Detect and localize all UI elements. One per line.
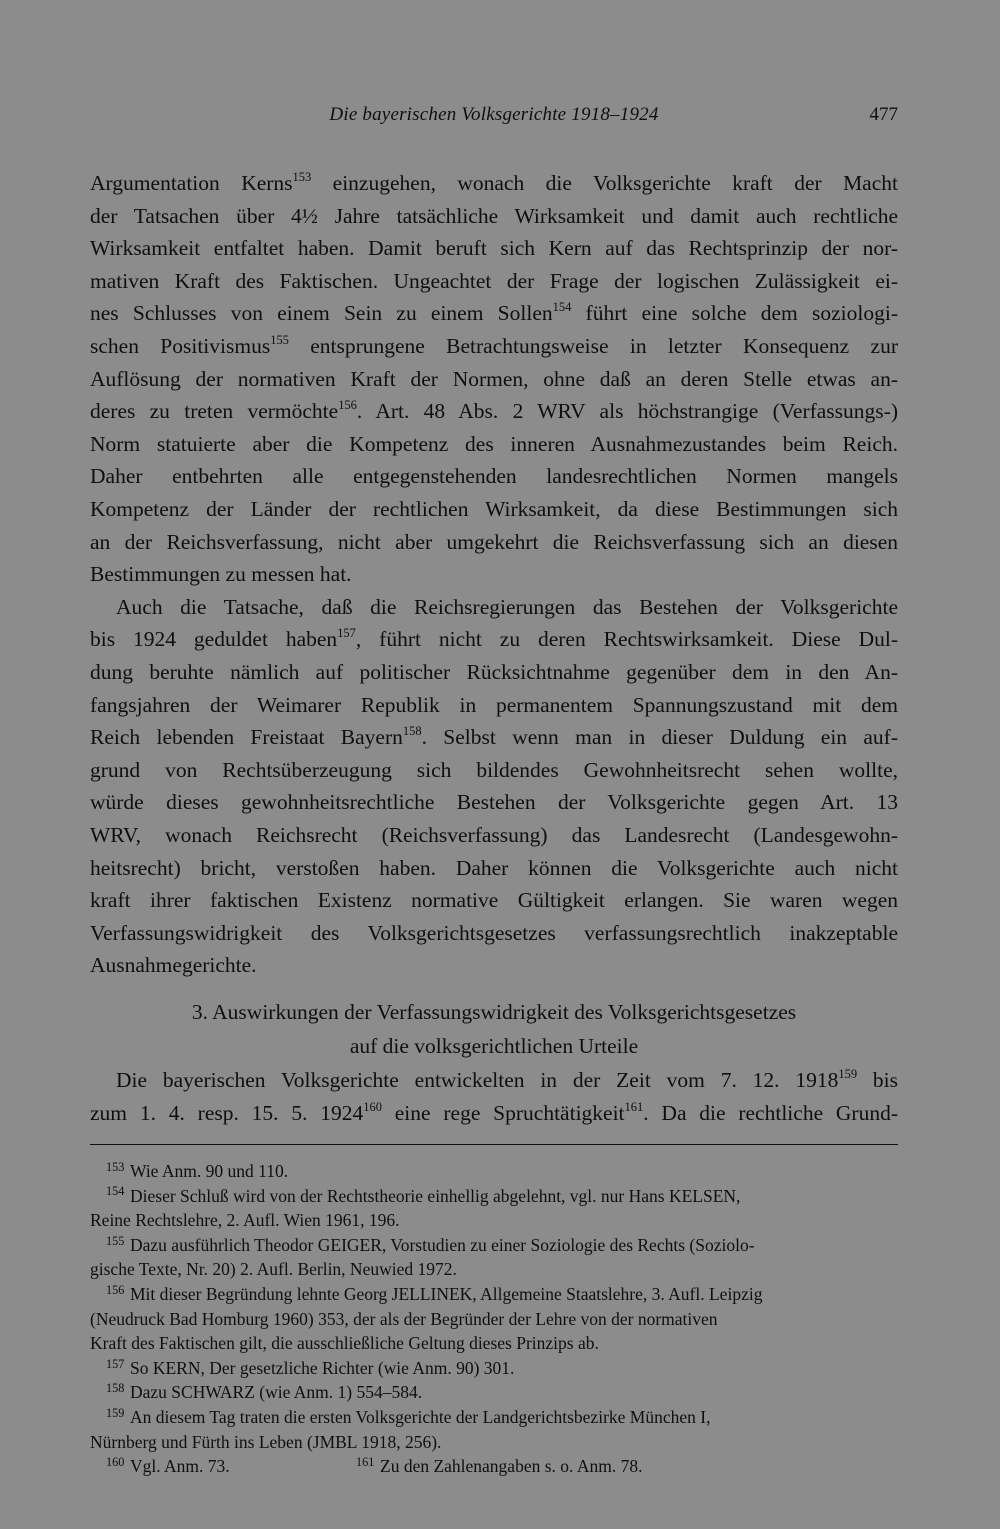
text-line [90, 331, 898, 361]
text-line [90, 559, 898, 589]
footnote-reference[interactable]: 160 [363, 1100, 382, 1115]
footnote-reference[interactable]: 157 [337, 626, 356, 641]
text-line [90, 201, 898, 231]
text-run: Die bayerischen Volksgerichte entwickelten in der Zeit vom 7. 12. 1918 [116, 1068, 839, 1092]
text-run: kraft ihrer faktischen Existenz normative Gültigkeit erlangen. Sie waren wegen [90, 888, 898, 913]
text-line [90, 494, 898, 524]
footnote-text: Dazu ausführlich Theodor GEIGER, Vorstudien zu einer Soziologie des Rechts (Soziolo- [130, 1234, 755, 1255]
text-run: . Art. 48 Abs. 2 WRV als höchstrangige (Verfassungs-) [356, 399, 898, 424]
text-line [90, 298, 898, 328]
text-line [90, 787, 898, 817]
footnote-reference[interactable]: 158 [402, 724, 422, 739]
footnote-text: Kraft des Faktischen gilt, die ausschließliche Geltung dieses Prinzips ab. [90, 1333, 599, 1354]
text-run: Argumentation Kerns [90, 171, 293, 195]
text-run: Verfassungswidrigkeit des Volksgerichtsgesetzes verfassungsrechtlich inakzeptable [90, 920, 898, 945]
footnote-continuation [90, 1307, 898, 1331]
text-line [90, 429, 898, 459]
text-run: heitsrecht) bricht, verstoßen haben. Daher können die Volksgerichte auch nicht [90, 855, 898, 880]
footnote-last-line [90, 1454, 898, 1478]
footnote-158: 158 Dazu SCHWARZ (wie Anm. 1) 554–584. [106, 1381, 423, 1403]
text-run: grund von Rechtsüberzeugung sich bildendes Gewohnheitsrecht sehen wollte, [90, 757, 898, 782]
footnote-text: So KERN, Der gesetzliche Richter (wie Anm. 90) 301. [130, 1357, 515, 1378]
page-number: 477 [869, 104, 898, 125]
text-run: Daher entbehrten alle entgegenstehenden landesrechtlichen Normen mangels [90, 464, 898, 489]
footnote-text: (Neudruck Bad Homburg 1960) 353, der als der Begründer der Lehre von der normativen [90, 1308, 718, 1329]
text-run: zum 1. 4. resp. 15. 5. 1924 [90, 1101, 364, 1125]
footnote-text: Nürnberg und Fürth ins Leben (JMBL 1918, 256). [90, 1431, 442, 1452]
text-run: führt eine solche dem soziologi- [571, 301, 898, 326]
text-line [90, 1098, 898, 1128]
text-line [90, 950, 898, 980]
footnote-text: Dieser Schluß wird von der Rechtstheorie einhellig abgelehnt, vgl. nur Hans KELSEN, [130, 1185, 741, 1206]
footnote-157: 157 So KERN, Der gesetzliche Richter (wie Anm. 90) 301. [106, 1356, 515, 1378]
footnote-continuation [90, 1208, 898, 1232]
text-line [90, 266, 898, 296]
footnote-text: Reine Rechtslehre, 2. Aufl. Wien 1961, 196. [90, 1210, 400, 1231]
footnote-rule [90, 1144, 898, 1145]
footnote-text: gische Texte, Nr. 20) 2. Aufl. Berlin, Neuwied 1972. [90, 1259, 457, 1280]
text-run: , führt nicht zu deren Rechtswirksamkeit. Diese Dul- [355, 627, 898, 652]
text-line [90, 657, 898, 687]
footnote-161: 161 Zu den Zahlenangaben s. o. Anm. 78. [356, 1454, 643, 1476]
text-run: deres zu treten vermöchte [90, 399, 339, 424]
text-run: Reich lebenden Freistaat Bayern [90, 725, 403, 750]
text-run: eine rege Spruchtätigkeit [381, 1101, 625, 1125]
footnote-text: An diesem Tag traten die ersten Volksgerichte der Landgerichtsbezirke München I, [130, 1407, 711, 1427]
text-line [90, 1065, 898, 1095]
text-run: Bestimmungen zu messen hat. [90, 562, 352, 587]
footnote-reference[interactable]: 154 [552, 300, 572, 315]
text-line [90, 592, 898, 622]
footnote-156: 156 Mit dieser Begründung lehnte Georg JELLINEK, Allgemeine Staatslehre, 3. Aufl. Leipzig [106, 1282, 763, 1304]
text-line [90, 364, 898, 394]
text-line [90, 624, 898, 654]
footnote-reference[interactable]: 156 [338, 398, 357, 413]
text-run: entsprungene Betrachtungsweise in letzter Konsequenz zur [288, 334, 898, 358]
footnote-160: 160 Vgl. Anm. 73. [106, 1454, 230, 1476]
text-run: WRV, wonach Reichsrecht (Reichsverfassung) das Landesrecht (Landesgewohn- [90, 823, 898, 847]
text-line [90, 396, 898, 426]
text-line [90, 755, 898, 785]
text-run: Wirksamkeit entfaltet haben. Damit beruft sich Kern auf das Rechtsprinzip der nor- [90, 236, 898, 261]
text-run: . Selbst wenn man in dieser Duldung ein auf- [421, 725, 898, 750]
footnote-153: 153 Wie Anm. 90 und 110. [106, 1159, 289, 1181]
text-run: mativen Kraft des Faktischen. Ungeachtet der Frage der logischen Zulässigkeit ei- [90, 268, 898, 293]
footnote-text: Wie Anm. 90 und 110. [130, 1161, 289, 1181]
footnote-text: Mit dieser Begründung lehnte Georg JELLINEK, Allgemeine Staatslehre, 3. Aufl. Leipzig [130, 1284, 763, 1304]
text-run: Auflösung der normativen Kraft der Normen, ohne daß an deren Stelle etwas an- [90, 366, 898, 391]
text-line [90, 527, 898, 557]
footnote-reference[interactable]: 153 [292, 170, 312, 185]
text-line [90, 885, 898, 915]
text-run: Auch die Tatsache, daß die Reichsregierungen das Bestehen der Volksgerichte [116, 594, 898, 619]
running-title: Die bayerischen Volksgerichte 1918–1924 [329, 104, 659, 125]
text-line [90, 722, 898, 752]
text-line [90, 853, 898, 883]
footnote-continuation [90, 1257, 898, 1281]
footnote-reference[interactable]: 155 [270, 333, 289, 348]
footnote-text: Dazu SCHWARZ (wie Anm. 1) 554–584. [130, 1382, 423, 1403]
text-line [90, 690, 898, 720]
text-line [90, 168, 898, 198]
text-run: schen Positivismus [90, 334, 271, 358]
text-run: nes Schlusses von einem Sein zu einem Sollen [90, 301, 553, 326]
text-run: dung beruhte nämlich auf politischer Rücksichtnahme gegenüber dem in den An- [90, 660, 898, 684]
text-line [90, 461, 898, 491]
running-head [90, 104, 898, 134]
text-run: bis [857, 1068, 898, 1092]
text-line [90, 918, 898, 948]
text-run: Ausnahmegerichte. [90, 953, 257, 978]
section-heading-continued: auf die volksgerichtlichen Urteile [349, 1034, 639, 1058]
text-run: . Da die rechtliche Grund- [643, 1101, 898, 1125]
text-run: fangsjahren der Weimarer Republik in permanentem Spannungszustand mit dem [90, 692, 898, 717]
footnote-reference[interactable]: 161 [624, 1100, 644, 1115]
text-run: Kompetenz der Länder der rechtlichen Wirksamkeit, da diese Bestimmungen sich [90, 497, 898, 521]
text-line [90, 820, 898, 850]
footnote-159: 159 An diesem Tag traten die ersten Volksgerichte der Landgerichtsbezirke München I, [106, 1405, 711, 1427]
text-run: einzugehen, wonach die Volksgerichte kraft der Macht [311, 171, 898, 195]
text-run: bis 1924 geduldet haben [90, 627, 338, 652]
section-heading: 3. Auswirkungen der Verfassungswidrigkeit des Volksgerichtsgesetzes [191, 1000, 797, 1024]
footnote-continuation [90, 1430, 898, 1454]
footnote-155: 155 Dazu ausführlich Theodor GEIGER, Vorstudien zu einer Soziologie des Rechts (Soziolo- [106, 1233, 755, 1255]
footnote-154: 154 Dieser Schluß wird von der Rechtstheorie einhellig abgelehnt, vgl. nur Hans KELSEN, [106, 1184, 741, 1206]
footnote-continuation [90, 1331, 898, 1355]
text-run: würde dieses gewohnheitsrechtliche Bestehen der Volksgerichte gegen Art. 13 [90, 790, 898, 815]
text-run: der Tatsachen über 4½ Jahre tatsächliche Wirksamkeit und damit auch rechtliche [90, 203, 898, 228]
text-run: an der Reichsverfassung, nicht aber umgekehrt die Reichsverfassung sich an diesen [90, 529, 898, 554]
footnote-reference[interactable]: 159 [838, 1067, 858, 1082]
text-line [90, 233, 898, 263]
text-run: Norm statuierte aber die Kompetenz des inneren Ausnahmezustandes beim Reich. [90, 431, 898, 456]
